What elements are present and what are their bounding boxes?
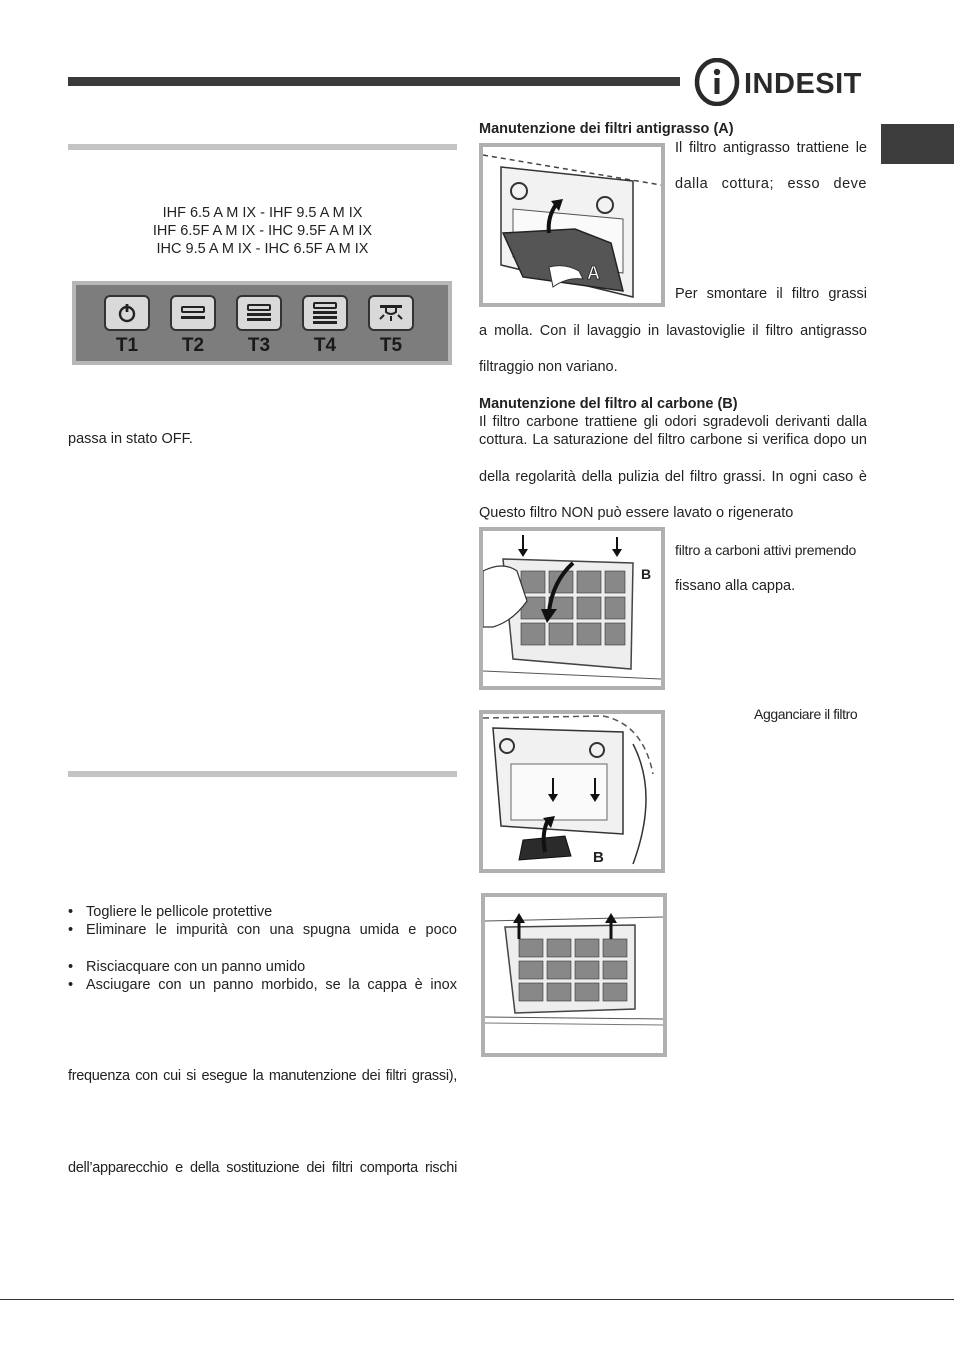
list-item: • Togliere le pellicole protettive [68,904,273,920]
speed-2-icon [244,301,274,325]
carbon-text-line: filtro a carboni attivi premendo [675,542,857,558]
figure-label-a: A [587,263,600,283]
grease-filter-heading: Manutenzione dei filtri antigrasso (A) [479,121,734,137]
carbon-filter-mount-figure [479,710,665,873]
model-line: IHC 9.5 A M IX - IHC 6.5F A M IX [156,241,369,257]
model-line: IHF 6.5 A M IX - IHF 9.5 A M IX [162,205,363,221]
model-list [68,204,457,258]
button-label-t4: T4 [313,335,337,356]
carbon-filter-removal-figure [479,527,665,690]
button-label-t3: T3 [247,335,271,356]
section-rule-middle [68,771,457,777]
grease-text-line: a molla. Con il lavaggio in lavastoviglie il filtro antigrasso [479,323,867,339]
power-icon [112,301,142,325]
language-tab [881,124,954,164]
power-button[interactable] [104,295,150,331]
speed-3-icon [310,301,340,325]
off-state-text: passa in stato OFF. [68,431,193,447]
carbon-filter-heading: Manutenzione del filtro al carbone (B) [479,396,738,412]
header-bar [68,77,680,86]
button-label-t2: T2 [181,335,205,356]
footer-rule [0,1299,954,1300]
carbon-text-line: cottura. La saturazione del filtro carbone si verifica dopo un [479,432,867,448]
grease-filter-figure [479,143,665,307]
speed-1-button[interactable] [170,295,216,331]
button-label-t1: T1 [115,335,139,356]
button-label-t5: T5 [379,335,403,356]
carbon-text-line: della regolarità della pulizia del filtro grassi. In ogni caso è [479,469,867,485]
grease-text-line: filtraggio non variano. [479,359,618,375]
carbon-text-line: fissano alla cappa. [675,578,796,594]
light-icon [376,301,406,325]
grease-text-line: Per smontare il filtro grassi [675,286,867,302]
grease-text-line: Il filtro antigrasso trattiene le [675,140,867,156]
risk-warning-text: dell’apparecchio e della sostituzione dei filtri comporta rischi [68,1160,457,1176]
carbon-text-line: Il filtro carbone trattiene gli odori sgradevoli derivanti dalla [479,414,867,430]
figure-label-b: B [593,849,604,866]
brand-logo [694,58,870,106]
filter-frequency-text: frequenza con cui si esegue la manutenzione dei filtri grassi), [68,1068,457,1084]
list-item: • Risciacquare con un panno umido [68,959,306,975]
list-item: • Eliminare le impurità con una spugna umida e poco [68,922,457,938]
speed-1-icon [178,301,208,325]
carbon-text-line: Questo filtro NON può essere lavato o rigenerato [479,505,794,521]
light-button[interactable] [368,295,414,331]
section-rule-top [68,144,457,150]
grease-text-line: dalla cottura; esso deve [675,176,867,192]
speed-2-button[interactable] [236,295,282,331]
brand-name: INDESIT [744,68,862,100]
control-panel [72,281,452,365]
model-line: IHF 6.5F A M IX - IHC 9.5F A M IX [152,223,373,239]
carbon-filter-release-figure [481,893,667,1057]
filter-grid [521,571,625,645]
speed-3-button[interactable] [302,295,348,331]
carbon-text-line: Agganciare il filtro [754,706,858,722]
figure-label-b: B [641,566,652,582]
list-item: • Asciugare con un panno morbido, se la cappa è inox [68,977,457,993]
